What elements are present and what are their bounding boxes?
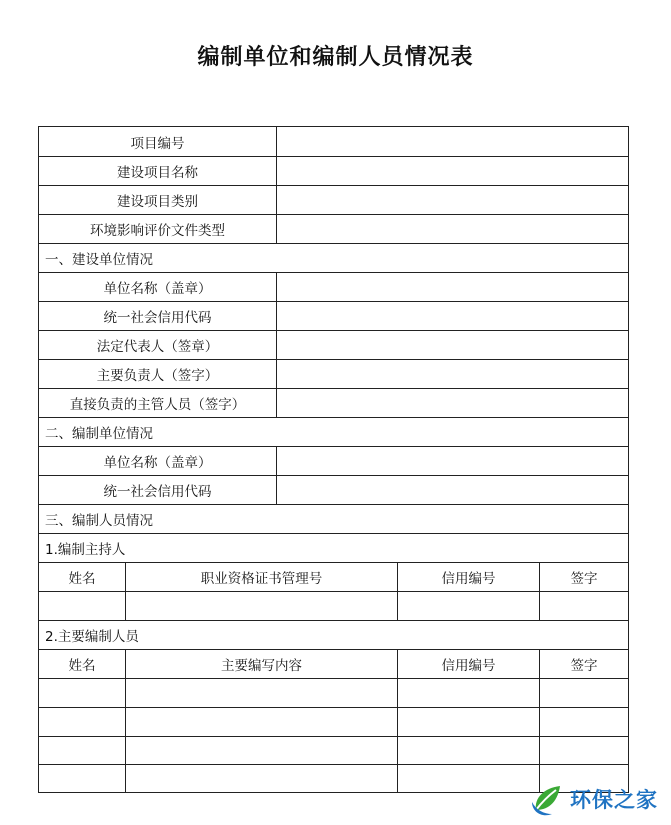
compiler-unit-name-label: 单位名称（盖章） — [39, 447, 277, 476]
project-category-field[interactable] — [277, 186, 629, 215]
legal-rep-label: 法定代表人（签章） — [39, 331, 277, 360]
table-row — [39, 215, 629, 244]
column-header-signature: 签字 — [540, 563, 629, 592]
builder-credit-code-field[interactable] — [277, 302, 629, 331]
table-row — [39, 621, 629, 650]
table-row — [39, 679, 629, 708]
table-row — [39, 534, 629, 563]
leaf-logo-icon — [528, 780, 568, 820]
supervisor-field[interactable] — [277, 389, 629, 418]
staff-content-cell[interactable] — [126, 737, 398, 765]
staff-credit-number-cell[interactable] — [398, 679, 540, 708]
table-row — [39, 505, 629, 534]
table-row — [39, 418, 629, 447]
table-row — [39, 592, 629, 621]
column-header-credit-number: 信用编号 — [398, 650, 540, 679]
builder-unit-name-field[interactable] — [277, 273, 629, 302]
staff-name-cell[interactable] — [39, 737, 126, 765]
table-row — [39, 127, 629, 157]
staff-credit-number-cell[interactable] — [398, 708, 540, 737]
info-form-table — [38, 126, 629, 793]
staff-content-cell[interactable] — [126, 765, 398, 793]
compiler-credit-code-field[interactable] — [277, 476, 629, 505]
project-number-field[interactable] — [277, 127, 629, 157]
table-row — [39, 273, 629, 302]
legal-rep-field[interactable] — [277, 331, 629, 360]
chief-field[interactable] — [277, 360, 629, 389]
staff-name-cell[interactable] — [39, 765, 126, 793]
table-row — [39, 331, 629, 360]
project-name-label: 建设项目名称 — [39, 157, 277, 186]
table-row — [39, 737, 629, 765]
page-title: 编制单位和编制人员情况表 — [197, 44, 474, 70]
table-row — [39, 447, 629, 476]
project-category-label: 建设项目类别 — [39, 186, 277, 215]
watermark-text: 环保之家 — [570, 788, 658, 812]
builder-credit-code-label: 统一社会信用代码 — [39, 302, 277, 331]
compiler-credit-code-label: 统一社会信用代码 — [39, 476, 277, 505]
watermark — [528, 780, 668, 820]
subsection-heading-main-staff: 2.主要编制人员 — [39, 621, 629, 650]
supervisor-label: 直接负责的主管人员（签字） — [39, 389, 277, 418]
staff-signature-cell[interactable] — [540, 708, 629, 737]
column-header-name: 姓名 — [39, 563, 126, 592]
staff-signature-cell[interactable] — [540, 737, 629, 765]
host-credit-number-cell[interactable] — [398, 592, 540, 621]
column-header-name: 姓名 — [39, 650, 126, 679]
column-header-credit-number: 信用编号 — [398, 563, 540, 592]
staff-credit-number-cell[interactable] — [398, 737, 540, 765]
staff-name-cell[interactable] — [39, 679, 126, 708]
table-row — [39, 650, 629, 679]
staff-credit-number-cell[interactable] — [398, 765, 540, 793]
subsection-heading-host: 1.编制主持人 — [39, 534, 629, 563]
builder-unit-name-label: 单位名称（盖章） — [39, 273, 277, 302]
column-header-content: 主要编写内容 — [126, 650, 398, 679]
chief-label: 主要负责人（签字） — [39, 360, 277, 389]
project-name-field[interactable] — [277, 157, 629, 186]
column-header-cert-number: 职业资格证书管理号 — [126, 563, 398, 592]
table-row — [39, 476, 629, 505]
staff-content-cell[interactable] — [126, 679, 398, 708]
staff-name-cell[interactable] — [39, 708, 126, 737]
table-row — [39, 157, 629, 186]
section-heading-compiler: 二、编制单位情况 — [39, 418, 629, 447]
staff-signature-cell[interactable] — [540, 679, 629, 708]
table-row — [39, 186, 629, 215]
project-number-label: 项目编号 — [39, 127, 277, 157]
host-cert-number-cell[interactable] — [126, 592, 398, 621]
section-heading-builder: 一、建设单位情况 — [39, 244, 629, 273]
table-row — [39, 302, 629, 331]
table-row — [39, 360, 629, 389]
table-row — [39, 389, 629, 418]
staff-content-cell[interactable] — [126, 708, 398, 737]
compiler-unit-name-field[interactable] — [277, 447, 629, 476]
eia-type-label: 环境影响评价文件类型 — [39, 215, 277, 244]
eia-type-field[interactable] — [277, 215, 629, 244]
host-name-cell[interactable] — [39, 592, 126, 621]
column-header-signature: 签字 — [540, 650, 629, 679]
table-row — [39, 708, 629, 737]
section-heading-personnel: 三、编制人员情况 — [39, 505, 629, 534]
table-row — [39, 244, 629, 273]
host-signature-cell[interactable] — [540, 592, 629, 621]
table-row — [39, 563, 629, 592]
